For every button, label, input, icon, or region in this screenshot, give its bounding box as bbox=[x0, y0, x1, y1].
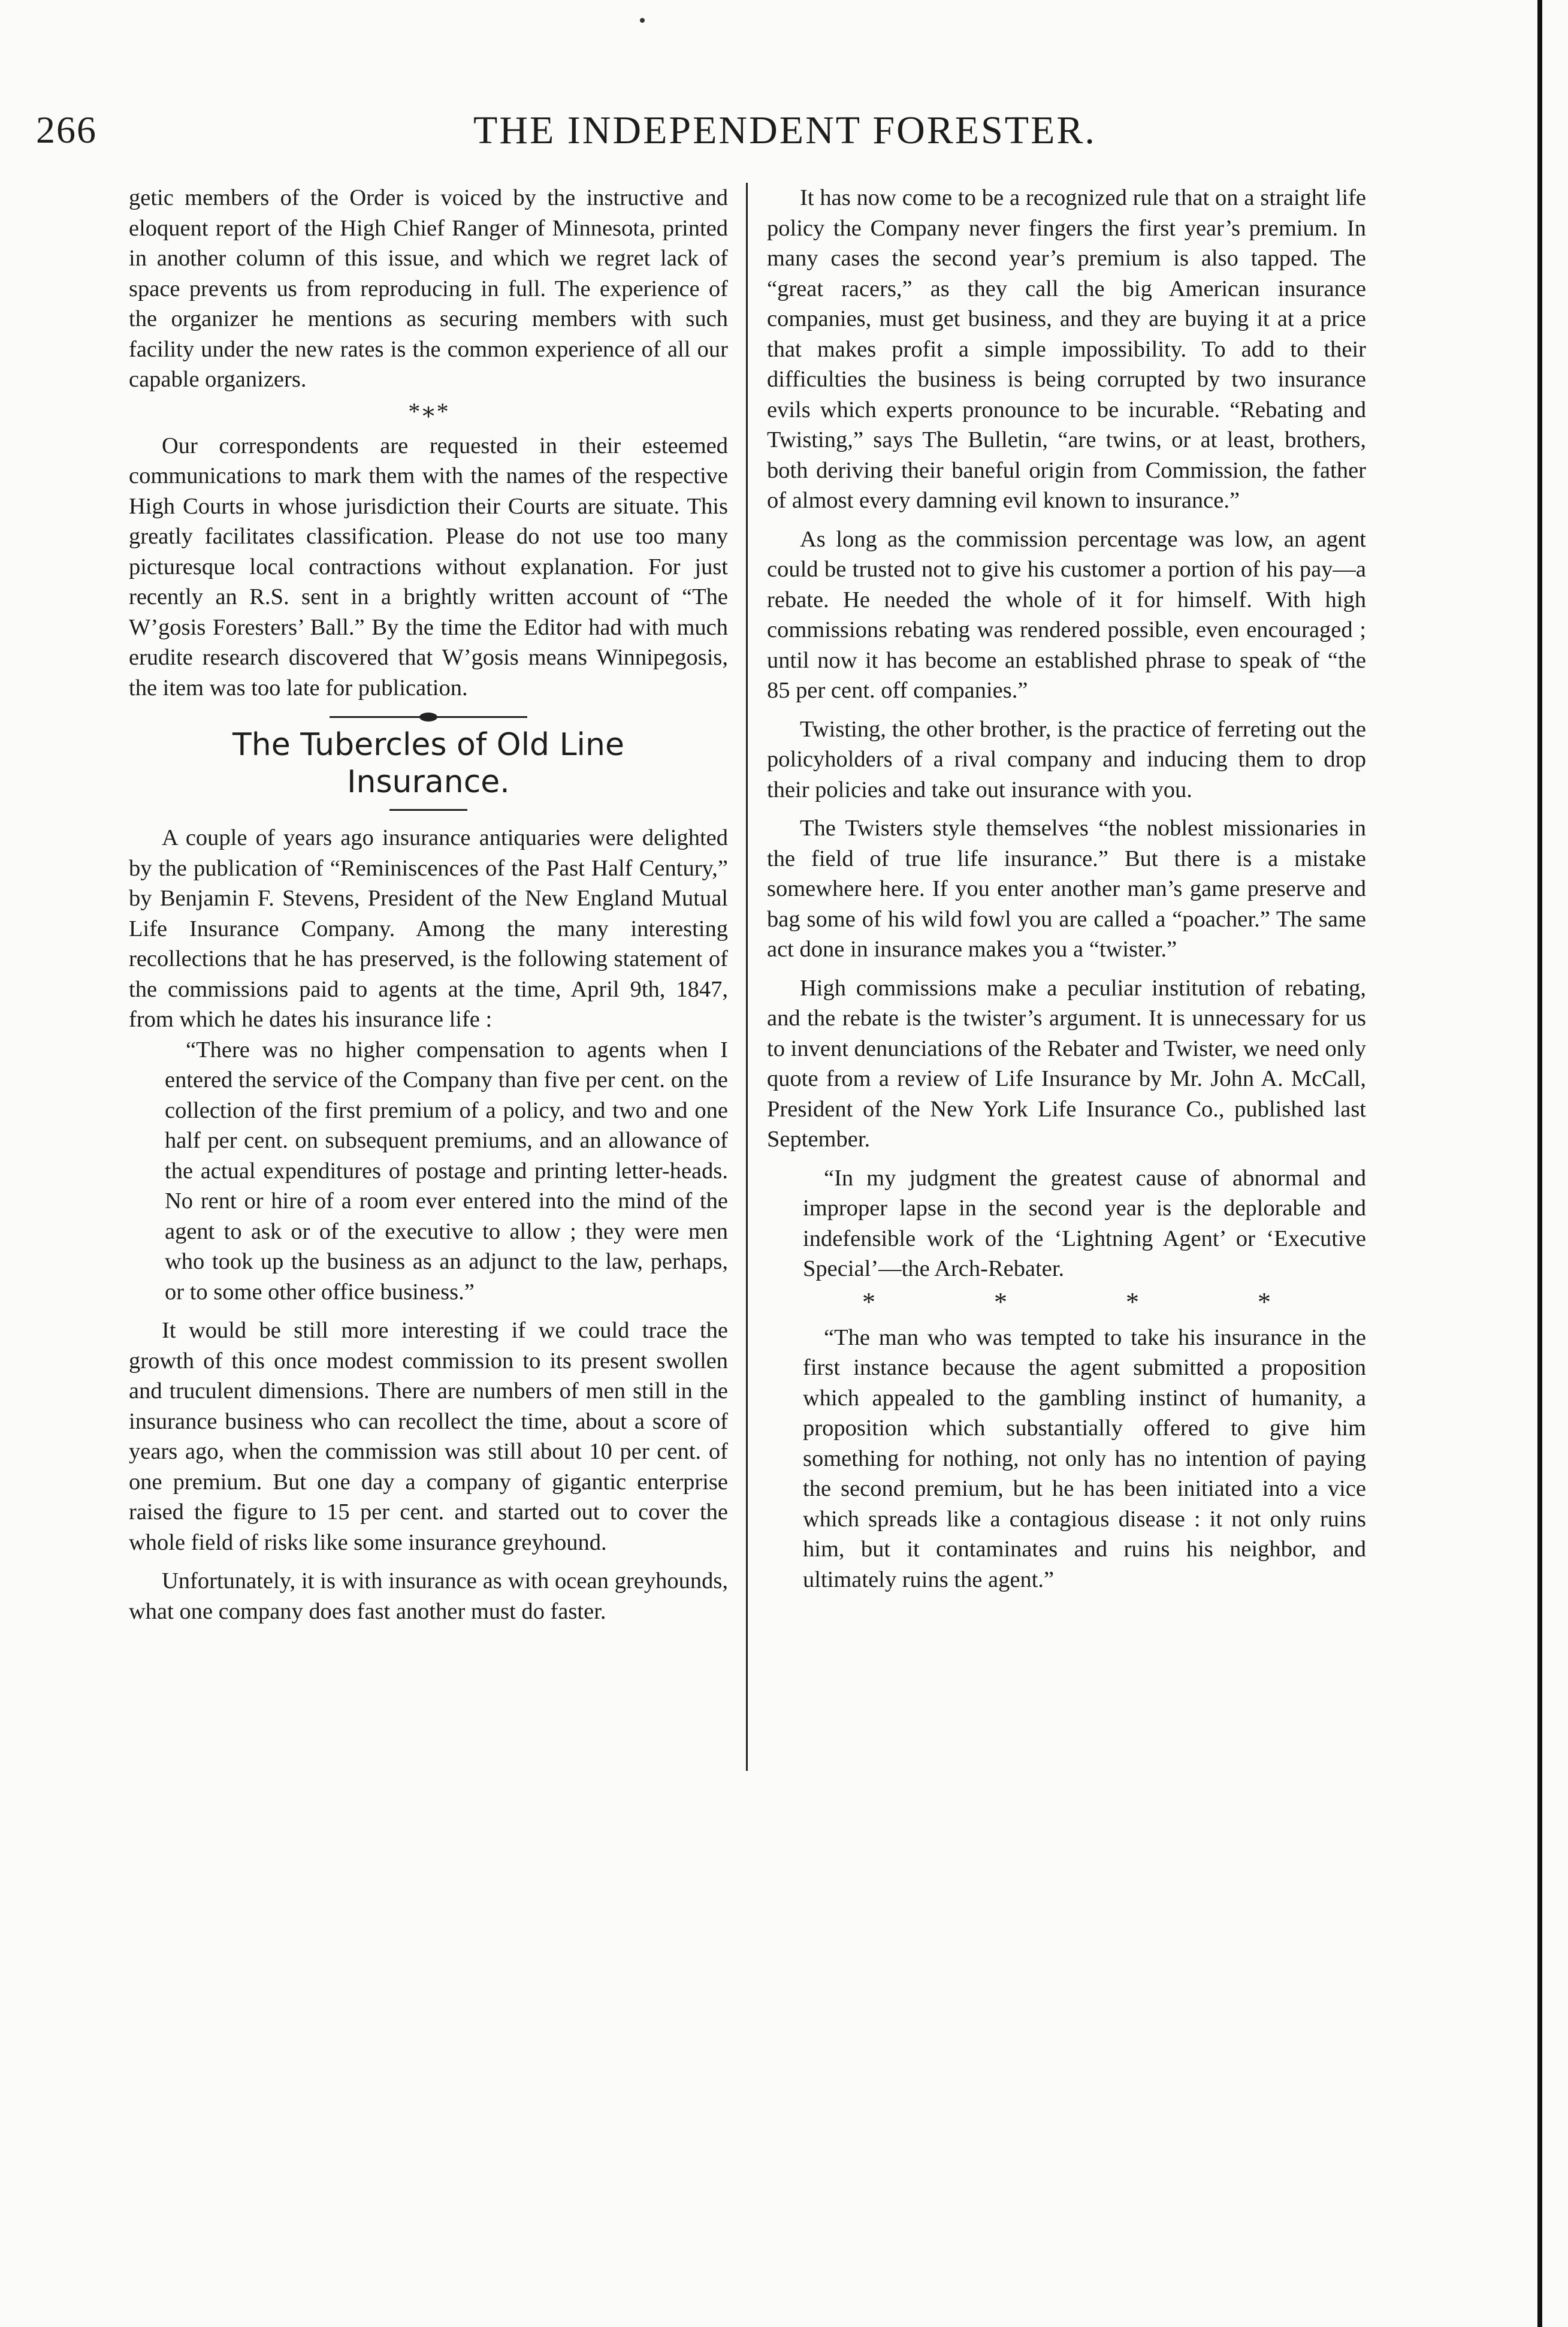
title-underrule bbox=[389, 809, 467, 811]
section-divider bbox=[330, 716, 527, 718]
paragraph: It has now come to be a recognized rule that on a straight life policy the Company never fingers the first year’s premium. In many cases the second year’s premium is also tapped. The “great racers,” as they call the big American insurance companies, must get business, and they are buying it at a price that makes profit a simple impossibility. To add to their difficulties the business is being corrupted by two insurance evils which experts pronounce to be incurable. “Rebating and Twisting,” says The Bulletin, “are twins, or at least, brothers, both deriving their baneful origin from Commission, the father of almost every damning evil known to insurance.” bbox=[767, 185, 1366, 513]
page-edge-rule bbox=[1537, 0, 1542, 2327]
star-mark: * bbox=[1126, 1287, 1139, 1317]
paragraph: getic members of the Order is voiced by the instructive and eloquent report of the High Chief Ranger of Minnesota, printed in another column of this issue, and which we regret lack of space prevents us from reproducing in full. The experience of the organizer he mentions as securing members with such facility under the new rates is the common experience of all our capable organizers. bbox=[129, 185, 728, 392]
paragraph: Our correspondents are requested in their esteemed communications to mark them with the names of the respective High Courts in whose jurisdiction their Courts are situate. This greatly facilitates classification. Please do not use too many picturesque local contractions without explanation. For just recently an R.S. sent in a brightly written account of “The W’gosis Foresters’ Ball.” By the time the Editor had with much erudite research discovered that W’gosis means Winnipegosis, the item was too late for publication. bbox=[129, 433, 728, 701]
paragraph: As long as the commission percentage was low, an agent could be trusted not to give his customer a portion of his pay—a rebate. He needed the whole of it for himself. With high commissions rebating was rendered possible, even encouraged ; until now it has become an established phrase to speak of “the 85 per cent. off companies.” bbox=[767, 526, 1366, 703]
paragraph: Twisting, the other brother, is the practice of ferreting out the policyholders of a rival company and inducing them to drop their policies and take out insurance with you. bbox=[767, 716, 1366, 802]
paragraph: A couple of years ago insurance antiquaries were delighted by the publication of “Reminiscences of the Past Half Century,” by Benjamin F. Stevens, President of the New England Mutual Life Insurance Company. Among the many interesting recollections that he has preserved, is the following statement of the commissions paid to agents at the time, April 9th, 1847, from which he dates his insurance life : bbox=[129, 825, 728, 1032]
paragraph: Unfortunately, it is with insurance as with ocean greyhounds, what one company does fast another must do faster. bbox=[129, 1568, 728, 1624]
quote-text: “In my judgment the greatest cause of abnormal and improper lapse in the second year is the deplorable and indefensible work of the ‘Lightning Agent’ or ‘Executive Special’—the Arch-Rebater. bbox=[803, 1165, 1366, 1281]
quote-text: “The man who was tempted to take his insurance in the first instance because the agent submitted a proposition which appealed to the gambling instinct of humanity, a proposition which substantially offered to give him something for nothing, not only has no intention of paying the second premium, but he has been initiated into a vice which spreads like a contagious disease : it not only ruins him, but it contaminates and ruins his neighbor, and ultimately ruins the agent.” bbox=[803, 1324, 1366, 1592]
paragraph: High commissions make a peculiar institution of rebating, and the rebate is the twister’s argument. It is unnecessary for us to invent denunciations of the Rebater and Twister, we need only quote from a review of Life Insurance by Mr. John A. McCall, President of the New York Life Insurance Co., published last September. bbox=[767, 975, 1366, 1152]
paragraph: It would be still more interesting if we could trace the growth of this once modest commission to its present swollen and truculent dimensions. There are numbers of men still in the insurance business who can recollect the time, about a score of years ago, when the commission was still about 10 per cent. of one premium. But one day a company of gigantic enterprise raised the figure to 15 per cent. and started out to cover the whole field of risks like some insurance greyhound. bbox=[129, 1318, 728, 1555]
column-divider bbox=[746, 183, 748, 1771]
article-title bbox=[129, 726, 728, 801]
block-quote bbox=[165, 1035, 728, 1308]
quote-text: “There was no higher compensation to agents when I entered the service of the Company than five per cent. on the collection of the first premium of a policy, and two and one half per cent. on subsequent premiums, and an allowance of the actual expenditures of postage and printing letter-heads. No rent or hire of a room ever entered into the mind of the agent to ask or of the executive to allow ; they were men who took up the business as an adjunct to the law, perhaps, or to some other office business.” bbox=[165, 1037, 728, 1305]
star-mark: * bbox=[994, 1287, 1007, 1317]
asterism: *∗* bbox=[408, 397, 449, 425]
left-column bbox=[129, 183, 728, 1626]
block-quote bbox=[803, 1163, 1366, 1284]
running-title: THE INDEPENDENT FORESTER. bbox=[473, 108, 1096, 152]
article-title-line: Insurance. bbox=[347, 764, 510, 800]
star-mark: * bbox=[1258, 1287, 1271, 1317]
article-title-line: The Tubercles of Old Line bbox=[232, 727, 624, 763]
block-quote bbox=[803, 1323, 1366, 1595]
star-mark: * bbox=[862, 1287, 875, 1317]
page-header bbox=[36, 108, 1354, 174]
paragraph: The Twisters style themselves “the noblest missionaries in the field of true life insurance.” But there is a mistake somewhere here. If you enter another man’s game preserve and bag some of his wild fowl you are called a “poacher.” The same act done in insurance makes you a “twister.” bbox=[767, 816, 1366, 962]
right-column bbox=[767, 183, 1366, 1595]
ellipsis-stars bbox=[803, 1288, 1330, 1317]
page-number: 266 bbox=[36, 108, 97, 151]
page-speck bbox=[640, 18, 645, 23]
